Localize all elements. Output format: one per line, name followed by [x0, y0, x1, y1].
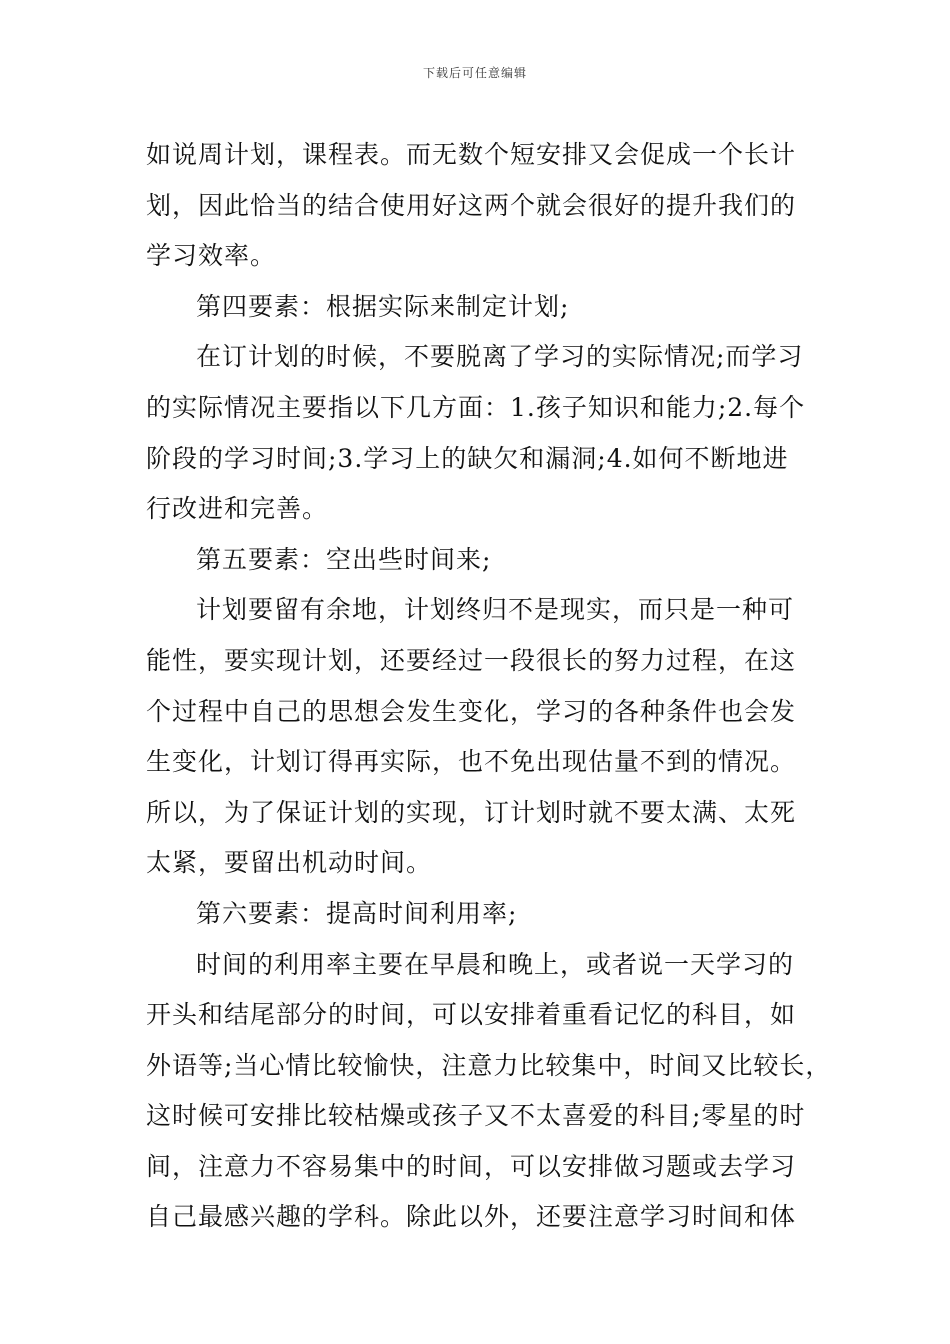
- text-line: 的实际情况主要指以下几方面：1.孩子知识和能力;2.每个: [146, 392, 806, 422]
- text-line: 学习效率。: [146, 241, 277, 271]
- text-line: 阶段的学习时间;3.学习上的缺欠和漏洞;4.如何不断地进: [146, 443, 789, 473]
- text-line: 行改进和完善。: [146, 494, 329, 524]
- text-line: 第四要素：根据实际来制定计划;: [196, 291, 570, 321]
- text-line: 自己最感兴趣的学科。除此以外，还要注意学习时间和体: [146, 1202, 797, 1232]
- text-line: 间，注意力不容易集中的时间，可以安排做习题或去学习: [146, 1151, 797, 1181]
- text-line: 生变化，计划订得再实际，也不免出现估量不到的情况。: [146, 747, 797, 777]
- page-header: 下载后可任意编辑: [422, 66, 527, 80]
- text-line: 开头和结尾部分的时间，可以安排着重看记忆的科目，如: [146, 1000, 797, 1030]
- text-line: 所以，为了保证计划的实现，订计划时就不要太满、太死: [146, 797, 797, 827]
- text-line: 这时候可安排比较枯燥或孩子又不太喜爱的科目;零星的时: [146, 1101, 806, 1131]
- text-line: 第五要素：空出些时间来;: [196, 544, 492, 574]
- text-line: 如说周计划，课程表。而无数个短安排又会促成一个长计: [146, 140, 797, 169]
- text-line: 在订计划的时候，不要脱离了学习的实际情况;而学习: [196, 342, 804, 372]
- text-line: 时间的利用率主要在早晨和晚上，或者说一天学习的: [196, 949, 795, 979]
- text-line: 个过程中自己的思想会发生变化，学习的各种条件也会发: [146, 696, 797, 726]
- text-line: 划，因此恰当的结合使用好这两个就会很好的提升我们的: [146, 190, 797, 220]
- text-line: 第六要素：提高时间利用率;: [196, 898, 518, 928]
- text-line: 太紧，要留出机动时间。: [146, 848, 433, 878]
- document-body: [146, 130, 832, 1243]
- text-line: 外语等;当心情比较愉快，注意力比较集中，时间又比较长，: [146, 1050, 832, 1080]
- text-line: 能性，要实现计划，还要经过一段很长的努力过程，在这: [146, 645, 797, 675]
- text-line: 计划要留有余地，计划终归不是现实，而只是一种可: [196, 595, 795, 625]
